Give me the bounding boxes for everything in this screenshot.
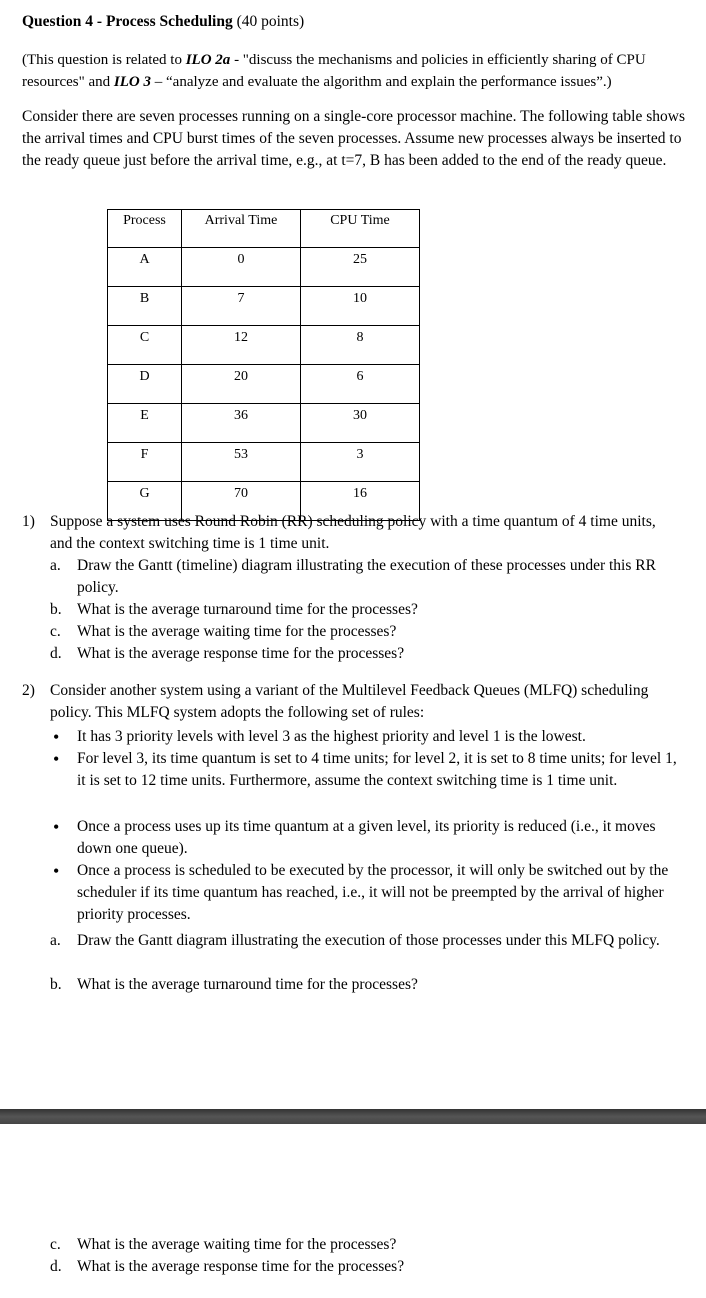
page-divider	[0, 1109, 706, 1124]
item-text: Draw the Gantt (timeline) diagram illustrating the execution of these processes under this RR policy.	[77, 557, 656, 596]
table-cell: B	[108, 287, 182, 326]
item-marker: a.	[50, 557, 61, 574]
item-text: What is the average waiting time for the processes?	[77, 1236, 397, 1253]
item-marker: b.	[50, 976, 62, 993]
table-cell: 7	[182, 287, 301, 326]
table-cell: 3	[301, 443, 420, 482]
table-cell: 16	[301, 482, 420, 521]
table-row	[108, 287, 420, 326]
item-text: What is the average turnaround time for the processes?	[77, 976, 418, 993]
ilo-paragraph	[22, 49, 687, 93]
table-cell: F	[108, 443, 182, 482]
item-marker: •	[53, 861, 60, 881]
ilo-ref: ILO 3	[113, 74, 152, 90]
table-row	[108, 365, 420, 404]
header-cell: Process	[108, 210, 182, 248]
process-table	[107, 209, 420, 521]
item-marker: •	[53, 817, 60, 837]
table-cell: C	[108, 326, 182, 365]
item-marker: •	[53, 727, 60, 747]
header-cell: CPU Time	[301, 210, 420, 248]
item-text: Suppose a system uses Round Robin (RR) scheduling policy with a time quantum of 4 time units, and the context switching time is 1 time unit.	[50, 513, 656, 552]
item-text: What is the average response time for the processes?	[77, 645, 405, 662]
table-cell: 20	[182, 365, 301, 404]
item-text: Once a process uses up its time quantum at a given level, its priority is reduced (i.e., it moves down one queue).	[77, 818, 656, 857]
table-header	[108, 210, 420, 248]
item-text: It has 3 priority levels with level 3 as the highest priority and level 1 is the lowest.	[77, 728, 586, 745]
item-marker: b.	[50, 601, 62, 618]
header-cell: Arrival Time	[182, 210, 301, 248]
table-row	[108, 248, 420, 287]
item-marker: c.	[50, 623, 61, 640]
ilo-ref: ILO 2a	[185, 52, 231, 68]
table-cell: 30	[301, 404, 420, 443]
item-text: What is the average response time for the processes?	[77, 1258, 405, 1275]
item-marker: a.	[50, 932, 61, 949]
item-marker: 1)	[22, 513, 35, 530]
intro-paragraph: Consider there are seven processes running on a single-core processor machine. The following table shows the arrival times and CPU burst times of the seven processes. Assume new processes always be inserted to the ready queue just before the arrival time, e.g., at t=7, B has been added to the end of the ready queue.	[22, 108, 686, 169]
table-cell: 8	[301, 326, 420, 365]
item-text: Draw the Gantt diagram illustrating the execution of those processes under this MLFQ policy.	[77, 932, 660, 949]
table-cell: 12	[182, 326, 301, 365]
item-marker: •	[53, 749, 60, 769]
table-cell: 36	[182, 404, 301, 443]
question-title	[22, 11, 687, 33]
table-cell: 25	[301, 248, 420, 287]
item-marker: 2)	[22, 682, 35, 699]
ilo-text: - "discuss the mechanisms and policies in efficiently sharing of CPU resources" and	[22, 52, 646, 90]
item-text: Consider another system using a variant of the Multilevel Feedback Queues (MLFQ) scheduling policy. This MLFQ system adopts the following set of rules:	[50, 682, 649, 721]
table-cell: D	[108, 365, 182, 404]
table-row	[108, 326, 420, 365]
table-cell: G	[108, 482, 182, 521]
table-cell: 0	[182, 248, 301, 287]
ilo-text: – “analyze and evaluate the algorithm and explain the performance issues”.)	[151, 74, 612, 90]
table-cell: 10	[301, 287, 420, 326]
table-cell: 70	[182, 482, 301, 521]
item-text: Once a process is scheduled to be executed by the processor, it will only be switched out by the scheduler if its time quantum has reached, i.e., it will not be preempted by the arrival of higher priority processes.	[77, 862, 669, 923]
table-cell: 53	[182, 443, 301, 482]
item-marker: d.	[50, 645, 62, 662]
title-points: (40 points)	[232, 13, 305, 30]
title-bold: Question 4 - Process Scheduling	[22, 13, 233, 30]
item-text: What is the average waiting time for the processes?	[77, 623, 397, 640]
table-row	[108, 443, 420, 482]
item-text: What is the average turnaround time for the processes?	[77, 601, 418, 618]
item-marker: d.	[50, 1258, 62, 1275]
item-text: For level 3, its time quantum is set to 4 time units; for level 2, it is set to 8 time units; for level 1, it is set to 12 time units. Furthermore, assume the context switching time is 1 time unit.	[77, 750, 677, 789]
item-marker: c.	[50, 1236, 61, 1253]
table-cell: 6	[301, 365, 420, 404]
table-cell: A	[108, 248, 182, 287]
ilo-text: (This question is related to	[22, 52, 186, 68]
table-row	[108, 404, 420, 443]
table-cell: E	[108, 404, 182, 443]
